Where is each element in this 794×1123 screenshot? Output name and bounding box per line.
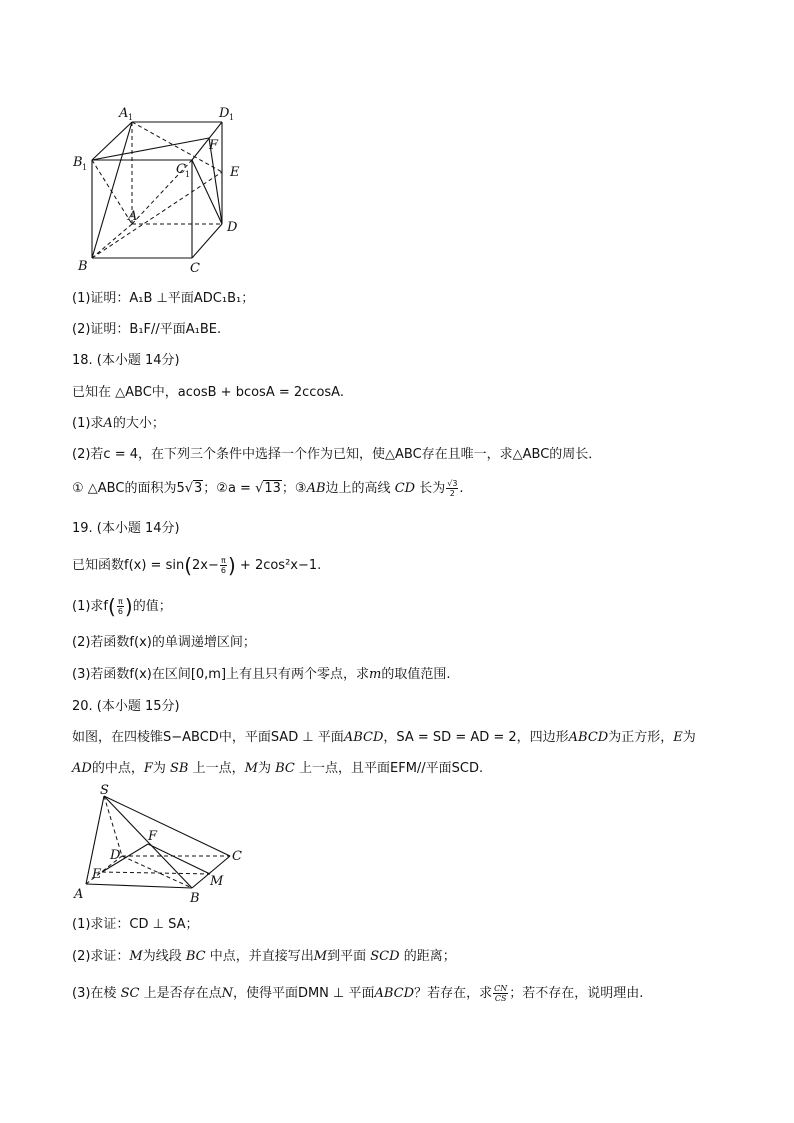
label-e: E (92, 867, 102, 882)
label-c1-sub: 1 (185, 170, 191, 179)
q19-stem: 已知函数f(x) = sin(2x− $\frac{\pi}{6}$ ) + 2cos²x−1. (72, 553, 322, 578)
label-a: A (74, 887, 84, 902)
label-m: M (210, 874, 224, 889)
q18-header: 18. (本小题 14分) (72, 353, 180, 368)
edge-b1-a (92, 160, 132, 224)
label-d: D (227, 220, 238, 235)
q18-part1: (1)求A的大小； (72, 416, 165, 431)
label-b: B (190, 891, 200, 906)
label-d: D (110, 848, 121, 863)
q18-stem: 已知在 △ABC中，acosB + bcosA = 2ccosA. (72, 385, 344, 400)
label-b: B (78, 259, 88, 274)
q19-part3: (3)若函数f(x)在区间[0,m]上有且只有两个零点，求m的取值范围. (72, 667, 451, 682)
edge-e-m (102, 872, 210, 874)
q20-stem-line2: AD的中点，F为 SB 上一点，M为 BC 上一点，且平面EFM//平面SCD. (72, 761, 484, 776)
q19-part1: (1)求f( $\frac{\pi}{6}$ )的值； (72, 594, 172, 619)
label-b1-sub: 1 (82, 163, 88, 172)
q20-part2: (2)求证：M为线段 BC 中点，并直接写出M到平面 SCD 的距离； (72, 949, 456, 964)
label-s: S (100, 784, 109, 798)
edge-b-e (92, 172, 222, 258)
label-f: F (148, 829, 158, 844)
label-f: F (209, 138, 219, 153)
label-a1-sub: 1 (128, 113, 134, 122)
edge-c-d (192, 224, 222, 258)
frac-sqrt3-over-2: $\frac{√3}{2}$ (447, 479, 458, 498)
q20-stem-line1: 如图，在四棱锥S−ABCD中，平面SAD ⊥ 平面ABCD，SA = SD = AD = 2，四边形ABCD为正方形，E为 (72, 730, 696, 745)
pyramid-figure (72, 784, 262, 906)
q17-part1: (1)证明：A₁B ⊥平面ADC₁B₁； (72, 291, 255, 306)
label-d1-sub: 1 (229, 113, 235, 122)
q17-part2: (2)证明：B₁F//平面A₁BE. (72, 322, 222, 337)
label-c: C (190, 261, 200, 276)
q20-part3: (3)在棱 SC 上是否存在点N，使得平面DMN ⊥ 平面ABCD？若存在，求 $\frac{CN}{CS}$ ；若不存在，说明理由. (72, 984, 644, 1003)
edge-f-m (148, 844, 210, 874)
edge-e-f (102, 844, 148, 872)
q20-header: 20. (本小题 15分) (72, 699, 180, 714)
q19-header: 19. (本小题 14分) (72, 521, 180, 536)
label-d1: D (219, 106, 230, 121)
label-a1: A (119, 106, 129, 121)
q20-part1: (1)求证：CD ⊥ SA； (72, 917, 199, 932)
edge-s-c (104, 796, 230, 856)
edge-a-b (92, 224, 132, 258)
frac-pi-over-6: $\frac{\pi}{6}$ (220, 556, 226, 575)
label-e: E (230, 165, 240, 180)
q18-part2: (2)若c = 4，在下列三个条件中选择一个作为已知，使△ABC存在且唯一，求△ABC的周长． (72, 447, 602, 462)
label-a: A (128, 209, 138, 224)
edge-b1-f (92, 138, 209, 160)
label-b1: B (73, 155, 83, 170)
edge-a1-b (92, 122, 132, 258)
frac-cn-over-cs: $\frac{CN}{CS}$ (494, 984, 508, 1003)
frac-pi-over-6-arg: $\frac{\pi}{6}$ (117, 597, 123, 616)
q18-conditions: ① △ABC的面积为5√3；②a = √13；③AB边上的高线 CD 长为 $\frac{√3}{2}$ . (72, 479, 464, 498)
label-c1: C (176, 162, 186, 177)
cube-figure (72, 100, 262, 280)
q19-part2: (2)若函数f(x)的单调递增区间； (72, 635, 256, 650)
label-c: C (232, 849, 242, 864)
edge-a-b (86, 884, 192, 888)
